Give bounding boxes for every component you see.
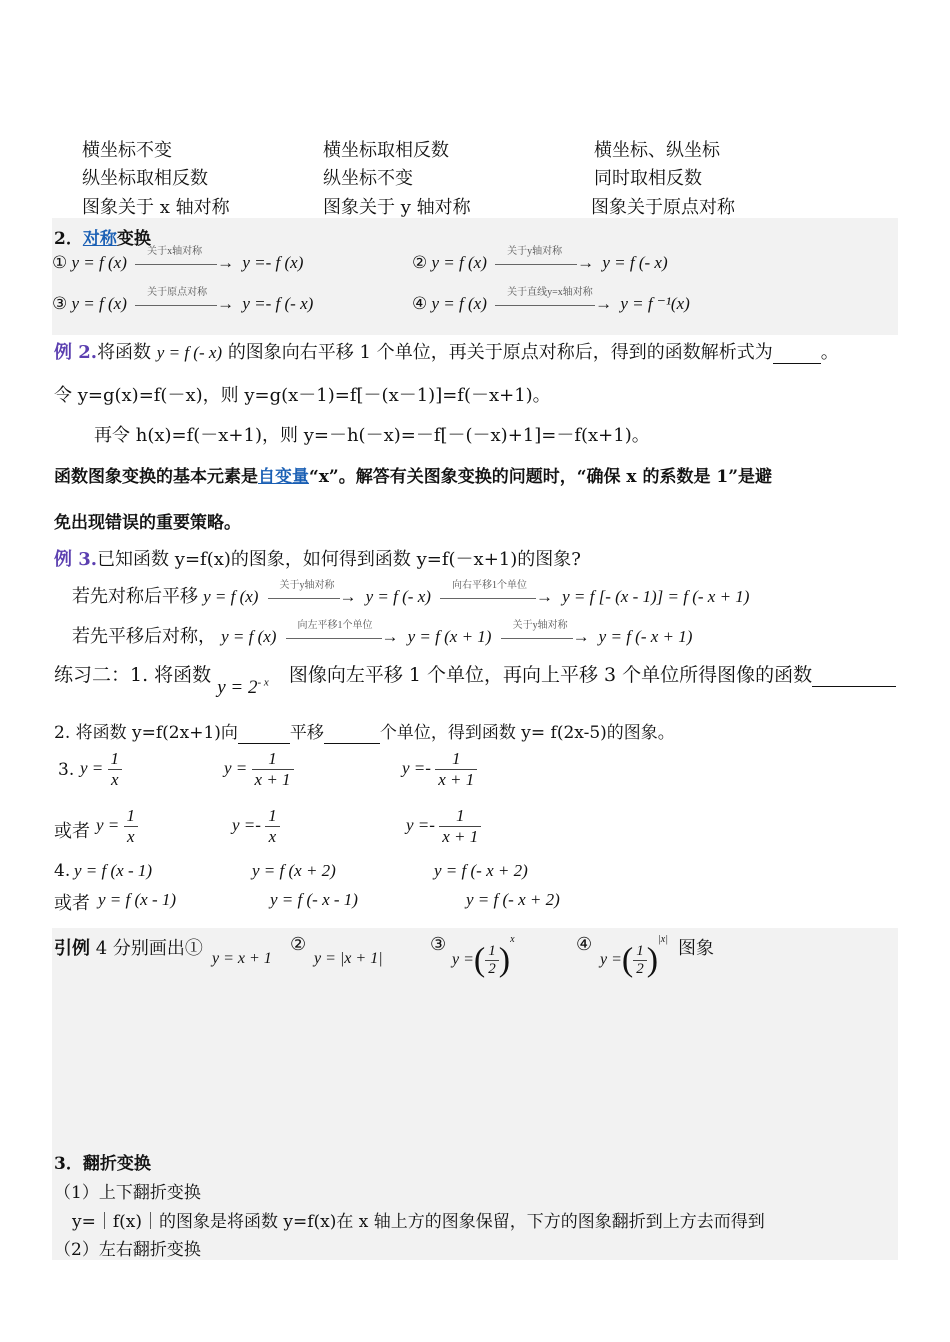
numerator: 1 [485,943,499,961]
circled-number: ④ [412,294,428,313]
arrow-label: 关于y轴对称 [507,246,563,257]
answer-blank[interactable] [324,723,380,744]
formula-3 [52,287,314,314]
practice-text: 平移 [289,723,324,743]
formula-lhs: y =- [232,815,261,835]
denominator: x + 1 [442,827,479,846]
formula-lhs: y = f (x) [71,294,127,313]
route-label: 若先平移后对称， [72,626,216,647]
formula-lhs: y = [80,758,104,778]
arrow-icon: 关于x轴对称 → [135,253,234,273]
practice-text: 图像向左平移 1 个单位，再向上平移 3 个单位所得图像的函数 [288,664,813,686]
arrow-icon: 关于原点对称 → [135,294,234,314]
example4-f2: y = |x + 1| [314,950,383,967]
example3-route-2 [72,622,692,648]
formula-lhs: y =- [402,758,431,778]
formula-base: y = 2 [217,677,258,698]
example4-f3: y =( $\frac{1}{2}$ )$^x$ [452,934,515,979]
practice-4-f2: y = f (x + 2) [252,861,336,880]
section3-text: y=｜f(x)｜的图象是将函数 y=f(x)在 x 轴上方的图象保留，下方的图象翻折到上方去而得到 [72,1212,765,1232]
example2-solution-2: 再令 h(x)=f(－x+1)，则 y=－h(－x)=－f[－(－x)+1]=－f(x+1)。 [94,425,650,446]
section-number: 2． [54,229,83,249]
note-text: “x”。解答有关图象变换的问题时，“确保 x 的系数是 1”是避 [309,467,772,487]
formula-rhs: y = f (- x) [602,253,668,272]
note-line-2: 免出现错误的重要策略。 [54,513,241,533]
variable-link[interactable]: 自变量 [258,467,309,487]
formula-rhs: y = f ⁻¹(x) [620,294,690,313]
arrow-label: 关于y轴对称 [279,580,335,591]
formula-part: y = f (- x + 1) [598,627,693,646]
formula-1 [52,246,304,273]
formula-part: y = f (x) [203,587,259,606]
example-text: 已知函数 y=f(x)的图象，如何得到函数 y=f(－x+1)的图象? [97,549,581,570]
formula-exponent: - x [257,676,269,689]
denominator: x [268,827,277,846]
numerator: 1 [265,806,280,827]
fraction [265,806,280,847]
circled-number: ③ [430,934,447,955]
example-text: 将函数 [97,342,152,363]
practice-text: 个单位，得到函数 y= f(2x-5)的图象。 [379,723,675,743]
table-cell: 图象关于 x 轴对称 [82,197,230,218]
table-cell: 图象关于原点对称 [591,197,735,218]
formula-4 [412,287,690,314]
example-label: 例 2. [54,342,98,363]
table-cell: 横坐标取相反数 [323,140,449,161]
table-cell: 横坐标不变 [82,140,172,161]
section-title-rest: 变换 [116,229,151,249]
fraction [252,749,294,790]
arrow-label: 关于直线y=x轴对称 [507,287,593,298]
practice-formula [217,677,269,698]
example3-line [54,545,581,571]
arrow-label: 向右平移1个单位 [452,580,528,591]
example2-solution-1: 令 y=g(x)=f(－x)，则 y=g(x－1)=f[－(x－1)]=f(－x+1)。 [54,385,551,406]
formula-exponent: |x| [658,934,668,945]
arrow-icon: 关于直线y=x轴对称 → [495,294,612,314]
practice-3-f2 [224,749,294,790]
practice-3-f3 [402,749,477,790]
formula-part: y = f [- (x - 1)] = f (- x + 1) [562,587,750,606]
numerator: 1 [439,806,481,827]
table-cell: 纵坐标不变 [323,168,413,189]
circled-number: ② [412,253,428,272]
practice-1 [54,660,896,698]
table-cell: 同时取相反数 [594,168,702,189]
denominator: x + 1 [254,770,291,789]
example2-line [54,338,839,364]
circled-number: ② [290,934,307,955]
answer-blank[interactable] [238,723,290,744]
practice-3b-f2 [232,806,280,847]
practice-3b-f1 [96,806,138,847]
denominator: x [111,770,119,789]
formula-rhs: y =- f (- x) [242,294,314,313]
formula-rhs: y =- f (x) [242,253,304,272]
formula-lhs: y = [452,951,474,968]
arrow-icon: 关于y轴对称 → [268,587,357,607]
numerator: 1 [633,943,647,961]
arrow-icon: 向右平移1个单位 → [440,587,553,607]
fraction [633,943,647,978]
or-label: 或者 [54,821,90,842]
formula-part: y = f (x + 1) [407,627,492,646]
practice-4-label: 4. [54,861,71,881]
example-formula: y = f (- x) [156,343,223,362]
arrow-icon: 关于y轴对称 → [495,253,594,273]
arrow-icon: 关于y轴对称 → [501,627,590,647]
practice-text: 练习二：1. 将函数 [54,664,212,686]
example4-f4: y =( $\frac{1}{2}$ )$^{|x|}$ [600,934,668,979]
denominator: x [127,827,135,846]
formula-lhs: y = [96,815,120,835]
practice-text: 2. 将函数 y=f(2x+1)向 [54,723,238,743]
formula-lhs: y =- [406,815,435,835]
example3-route-1 [72,582,749,608]
denominator: 2 [488,960,496,977]
practice-4b-f2: y = f (- x - 1) [270,890,358,909]
route-label: 若先对称后平移 [72,586,198,607]
formula-lhs: y = [600,951,622,968]
table-cell: 纵坐标取相反数 [82,168,208,189]
formula-2 [412,246,668,273]
numerator: 1 [252,749,294,770]
practice-3-label: 3. [58,760,75,780]
arrow-label: 关于y轴对称 [512,620,568,631]
circled-number: ③ [52,294,68,313]
formula-lhs: y = f (x) [71,253,127,272]
example4-f1: y = x + 1 [212,950,272,967]
formula-lhs: y = [224,758,248,778]
denominator: x + 1 [438,770,475,789]
practice-3b-f3 [406,806,481,847]
symmetry-link[interactable]: 对称 [82,229,117,249]
table-cell: 横坐标、纵坐标 [594,140,720,161]
practice-4b-f3: y = f (- x + 2) [466,890,560,909]
arrow-label: 向左平移1个单位 [297,620,373,631]
example4-end: 图象 [678,938,714,959]
fraction [124,806,139,847]
arrow-label: 关于原点对称 [147,287,208,298]
circled-number: ① [52,253,68,272]
circled-number: ④ [576,934,593,955]
section3-sub2: （2）左右翻折变换 [54,1240,201,1260]
section3-heading: 3．翻折变换 [54,1154,151,1174]
section3-sub1: （1）上下翻折变换 [54,1183,201,1203]
section2-heading [54,224,151,249]
practice-4b-f1: y = f (x - 1) [98,890,177,909]
note-line-1 [54,462,772,487]
practice-3-f1 [80,749,122,790]
formula-exponent: x [510,934,515,945]
answer-blank[interactable] [773,342,821,364]
note-text: 函数图象变换的基本元素是 [54,467,258,487]
fraction [108,749,123,790]
example-end: 。 [820,342,839,363]
fraction [439,806,481,847]
practice-2 [54,718,675,744]
formula-part: y = f (- x) [365,587,431,606]
practice-4-f1: y = f (x - 1) [74,861,153,880]
table-cell: 图象关于 y 轴对称 [323,197,471,218]
formula-part: y = f (x) [221,627,277,646]
example-label: 例 3. [54,549,98,570]
example-text: 的图象向右平移 1 个单位，再关于原点对称后，得到的函数解析式为 [227,342,773,363]
arrow-icon: 向左平移1个单位 → [286,627,399,647]
answer-blank[interactable] [812,664,896,687]
example4-line [54,934,203,960]
fraction [435,749,477,790]
arrow-label: 关于x轴对称 [147,246,203,257]
numerator: 1 [124,806,139,827]
numerator: 1 [108,749,123,770]
practice-4-f3: y = f (- x + 2) [434,861,528,880]
or-label: 或者 [54,893,90,914]
formula-lhs: y = f (x) [431,294,487,313]
formula-lhs: y = f (x) [431,253,487,272]
symmetry-shaded-block [52,218,898,335]
numerator: 1 [435,749,477,770]
example-label: 引例 [54,938,90,959]
fraction [485,943,499,978]
denominator: 2 [636,960,644,977]
example-text: 4 分别画出① [90,938,203,959]
